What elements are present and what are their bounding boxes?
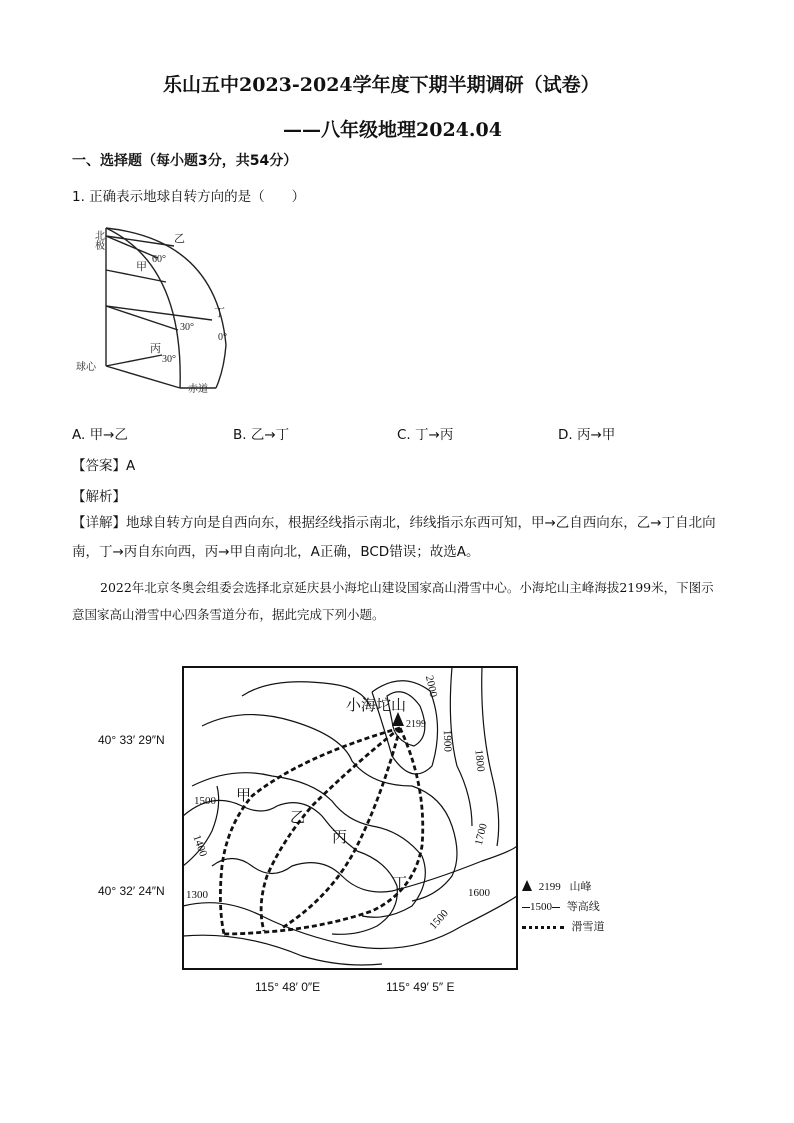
peak-name: 小海坨山 xyxy=(346,698,407,714)
contour-label-1500-left: 1500 xyxy=(194,795,216,807)
legend-contour-label: 等高线 xyxy=(566,900,600,913)
page-title: 乐山五中2023-2024学年度下期半期调研（试卷） xyxy=(163,74,600,96)
contour-label-1300: 1300 xyxy=(186,889,208,901)
lat-bottom-label: 40° 32′ 24″N xyxy=(98,884,165,898)
label-lat0: 0° xyxy=(218,332,227,343)
option-d-letter: D. xyxy=(558,427,573,443)
point-yi: 乙 xyxy=(290,810,306,826)
label-ding: 丁 xyxy=(214,307,225,319)
contour-label-1700: 1700 xyxy=(472,822,490,847)
detail-tag: 【详解】 xyxy=(72,515,126,531)
analysis-tag: 【解析】 xyxy=(72,489,126,505)
legend-contour-line-left xyxy=(522,907,530,908)
contour-label-1400: 1400 xyxy=(190,833,210,859)
legend-triangle-icon xyxy=(522,880,532,891)
legend-contour xyxy=(522,898,600,914)
earth-rotation-diagram xyxy=(66,220,246,420)
legend-contour-line-right xyxy=(552,907,560,908)
latitude-30-line-2 xyxy=(106,306,178,330)
answer-tag: 【答案】 xyxy=(72,458,126,474)
label-north-pole: 北极 xyxy=(92,230,104,250)
option-c[interactable] xyxy=(397,423,453,443)
detail-paragraph xyxy=(72,509,724,567)
option-d[interactable] xyxy=(558,423,615,443)
topographic-map xyxy=(182,666,518,970)
answer-value: A xyxy=(126,458,136,474)
outer-meridian-arc xyxy=(106,228,226,345)
legend-trail-label: 滑雪道 xyxy=(571,920,605,933)
contour-label-1800: 1800 xyxy=(472,749,487,773)
option-c-text: 丁→丙 xyxy=(415,427,454,443)
option-d-text: 丙→甲 xyxy=(576,427,616,443)
option-a[interactable] xyxy=(72,423,128,443)
legend-trail xyxy=(522,918,605,934)
legend-peak xyxy=(522,878,592,894)
point-ding: 丁 xyxy=(392,876,408,892)
outer-meridian-lower xyxy=(216,345,226,388)
label-bing: 丙 xyxy=(150,343,161,355)
contour-label-2000: 2000 xyxy=(422,674,440,699)
lat-top-label: 40° 33′ 29″N xyxy=(98,733,165,747)
legend-contour-sample: 1500 xyxy=(530,901,552,913)
detail-text: 地球自转方向是自西向东，根据经线指示南北，纬线指示东西可知，甲→乙自西向东，乙→丁自北向南，丁→丙自东向西，丙→甲自南向北，A正确，BCD错误；故选A。 xyxy=(72,515,716,560)
point-bing: 丙 xyxy=(332,830,348,846)
option-b[interactable] xyxy=(233,423,289,443)
legend-trail-dashes xyxy=(522,926,564,929)
legend-peak-label: 山峰 xyxy=(569,880,592,893)
lon-right-label: 115° 49′ 5″ E xyxy=(386,980,455,994)
peak-elev: 2199 xyxy=(406,719,426,730)
contour-label-1900: 1900 xyxy=(440,729,454,753)
equator-plane-line xyxy=(106,366,180,388)
contour-label-1600: 1600 xyxy=(468,887,490,899)
label-yi: 乙 xyxy=(174,233,185,245)
question-stem: 1. 正确表示地球自转方向的是（ ） xyxy=(72,189,306,205)
label-center: 球心 xyxy=(76,362,96,373)
answer-line xyxy=(72,454,135,474)
point-jia: 甲 xyxy=(236,788,252,804)
inner-line xyxy=(106,355,162,366)
page-subtitle: ——八年级地理2024.04 xyxy=(283,119,502,141)
label-lat30: 30° xyxy=(180,322,194,333)
latitude-30-line xyxy=(106,306,212,320)
label-jia: 甲 xyxy=(136,261,147,273)
lon-left-label: 115° 48′ 0″E xyxy=(255,980,321,994)
legend xyxy=(522,878,632,938)
label-equator: 赤道 xyxy=(188,384,208,395)
option-a-text: 甲→乙 xyxy=(89,427,128,443)
legend-peak-sample: 2199 xyxy=(538,881,561,893)
option-b-text: 乙→丁 xyxy=(250,427,290,443)
option-a-letter: A. xyxy=(72,427,86,443)
section-heading: 一、选择题（每小题3分，共54分） xyxy=(72,153,298,169)
intro-paragraph: 2022年北京冬奥会组委会选择北京延庆县小海坨山建设国家高山滑雪中心。小海坨山主峰海拔2199米，下图示意国家高山滑雪中心四条雪道分布，据此完成下列小题。 xyxy=(72,580,714,622)
option-b-letter: B. xyxy=(233,427,247,443)
label-lat30b: 30° xyxy=(162,354,176,365)
option-c-letter: C. xyxy=(397,427,411,443)
label-lat60: 60° xyxy=(152,254,166,265)
contour-label-1500-right: 1500 xyxy=(427,907,451,932)
